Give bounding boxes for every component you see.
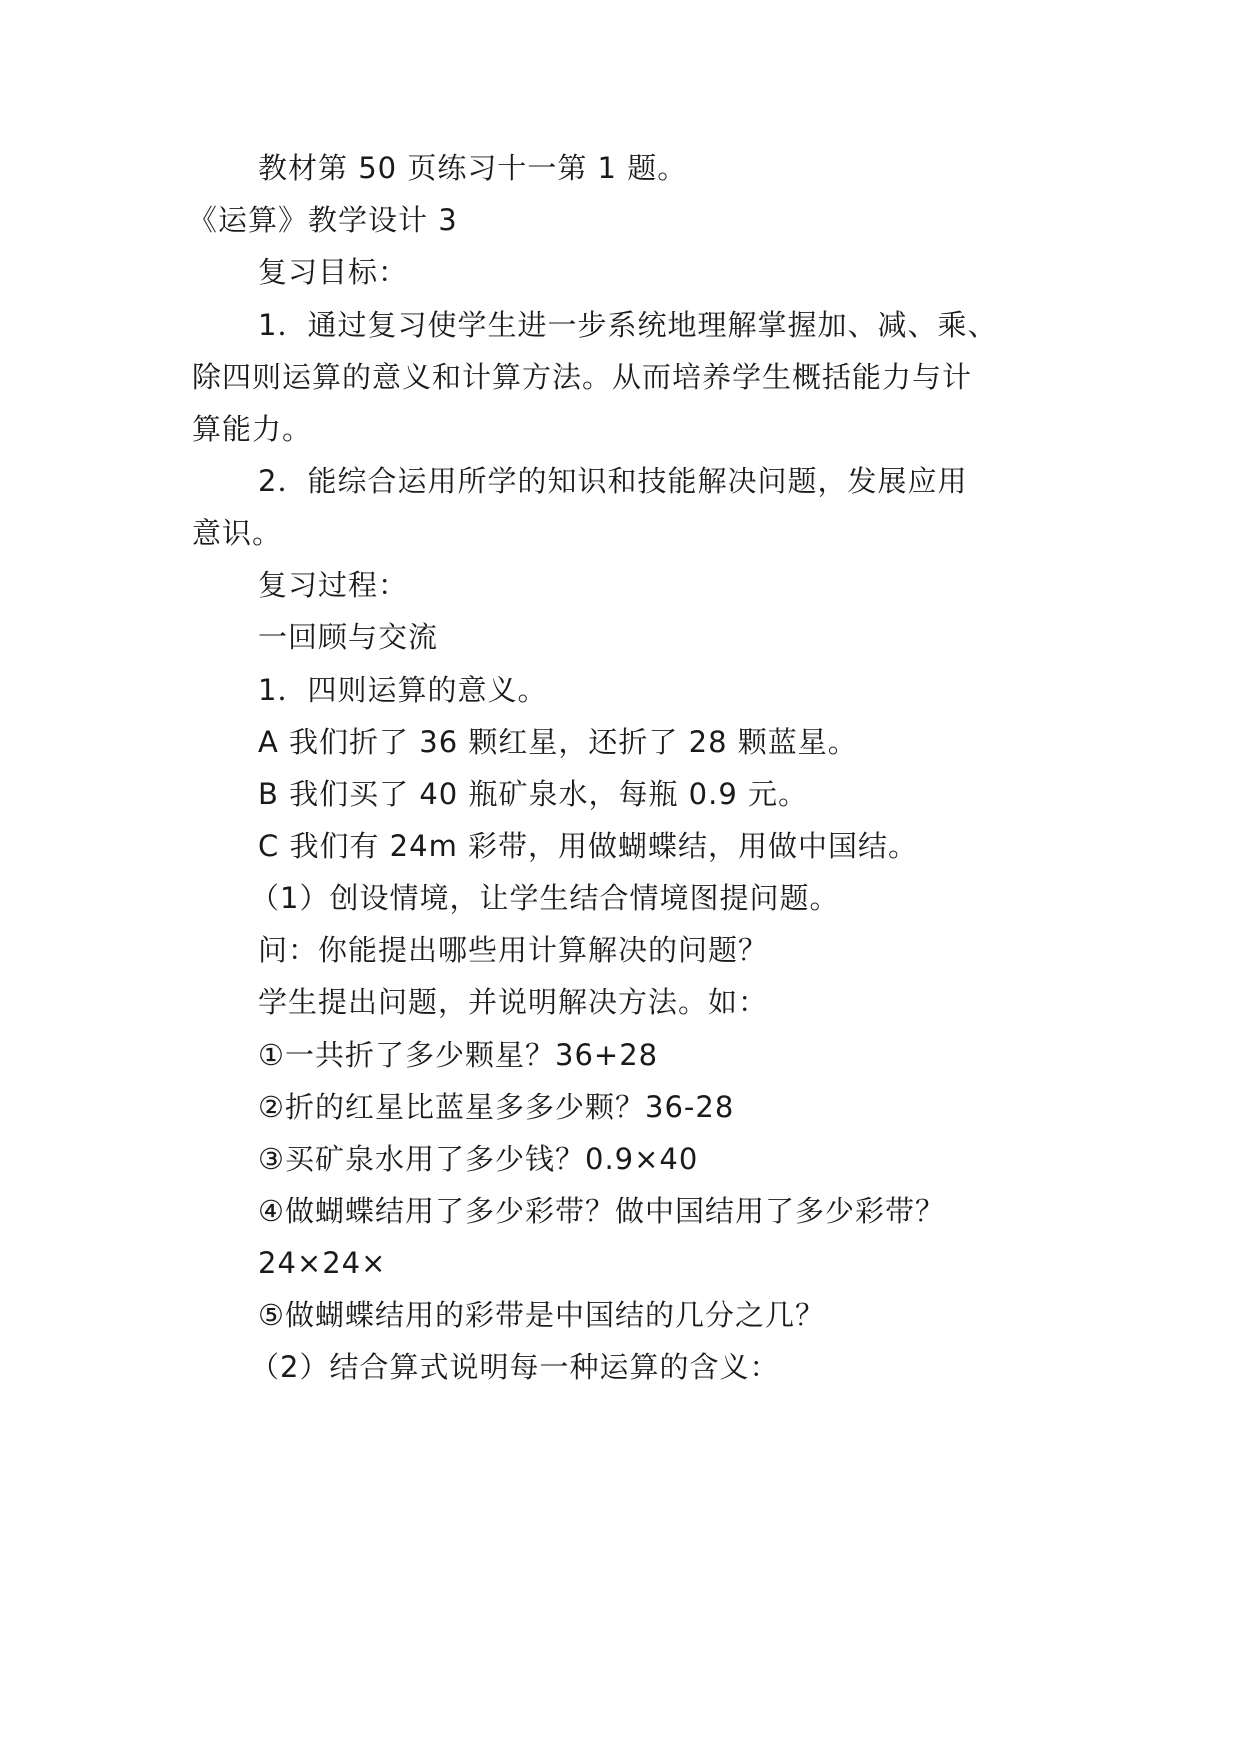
text-line: 意识。 [192,516,283,550]
text-line: 算能力。 [192,412,313,446]
text-line: 1．四则运算的意义。 [258,673,548,707]
list-item: ④做蝴蝶结用了多少彩带？做中国结用了多少彩带？ [258,1194,945,1228]
text-line: （2）结合算式说明每一种运算的含义： [250,1350,780,1384]
text-line: B 我们买了 40 瓶矿泉水，每瓶 0.9 元。 [258,777,809,811]
list-item: ⑤做蝴蝶结用的彩带是中国结的几分之几？ [258,1298,825,1332]
text-line: 问：你能提出哪些用计算解决的问题？ [258,933,769,967]
text-line: 除四则运算的意义和计算方法。从而培养学生概括能力与计 [192,360,973,394]
text-line: 教材第 50 页练习十一第 1 题。 [258,151,688,185]
heading-review-process: 复习过程： [258,568,409,602]
list-item: ①一共折了多少颗星？36+28 [258,1038,659,1072]
text-line: 24×24× [258,1246,387,1280]
text-line: C 我们有 24m 彩带，用做蝴蝶结，用做中国结。 [258,829,919,863]
text-line: 1．通过复习使学生进一步系统地理解掌握加、减、乘、 [258,308,998,342]
heading-review-goals: 复习目标： [258,255,409,289]
section-title: 《运算》教学设计 3 [188,203,458,237]
text-line: A 我们折了 36 颗红星，还折了 28 颗蓝星。 [258,725,858,759]
text-line: （1）创设情境，让学生结合情境图提问题。 [250,881,840,915]
subheading: 一回顾与交流 [258,620,439,654]
list-item: ③买矿泉水用了多少钱？0.9×40 [258,1142,699,1176]
list-item: ②折的红星比蓝星多多少颗？36-28 [258,1090,735,1124]
text-line: 学生提出问题，并说明解决方法。如： [258,985,769,1019]
text-line: 2．能综合运用所学的知识和技能解决问题，发展应用 [258,464,968,498]
